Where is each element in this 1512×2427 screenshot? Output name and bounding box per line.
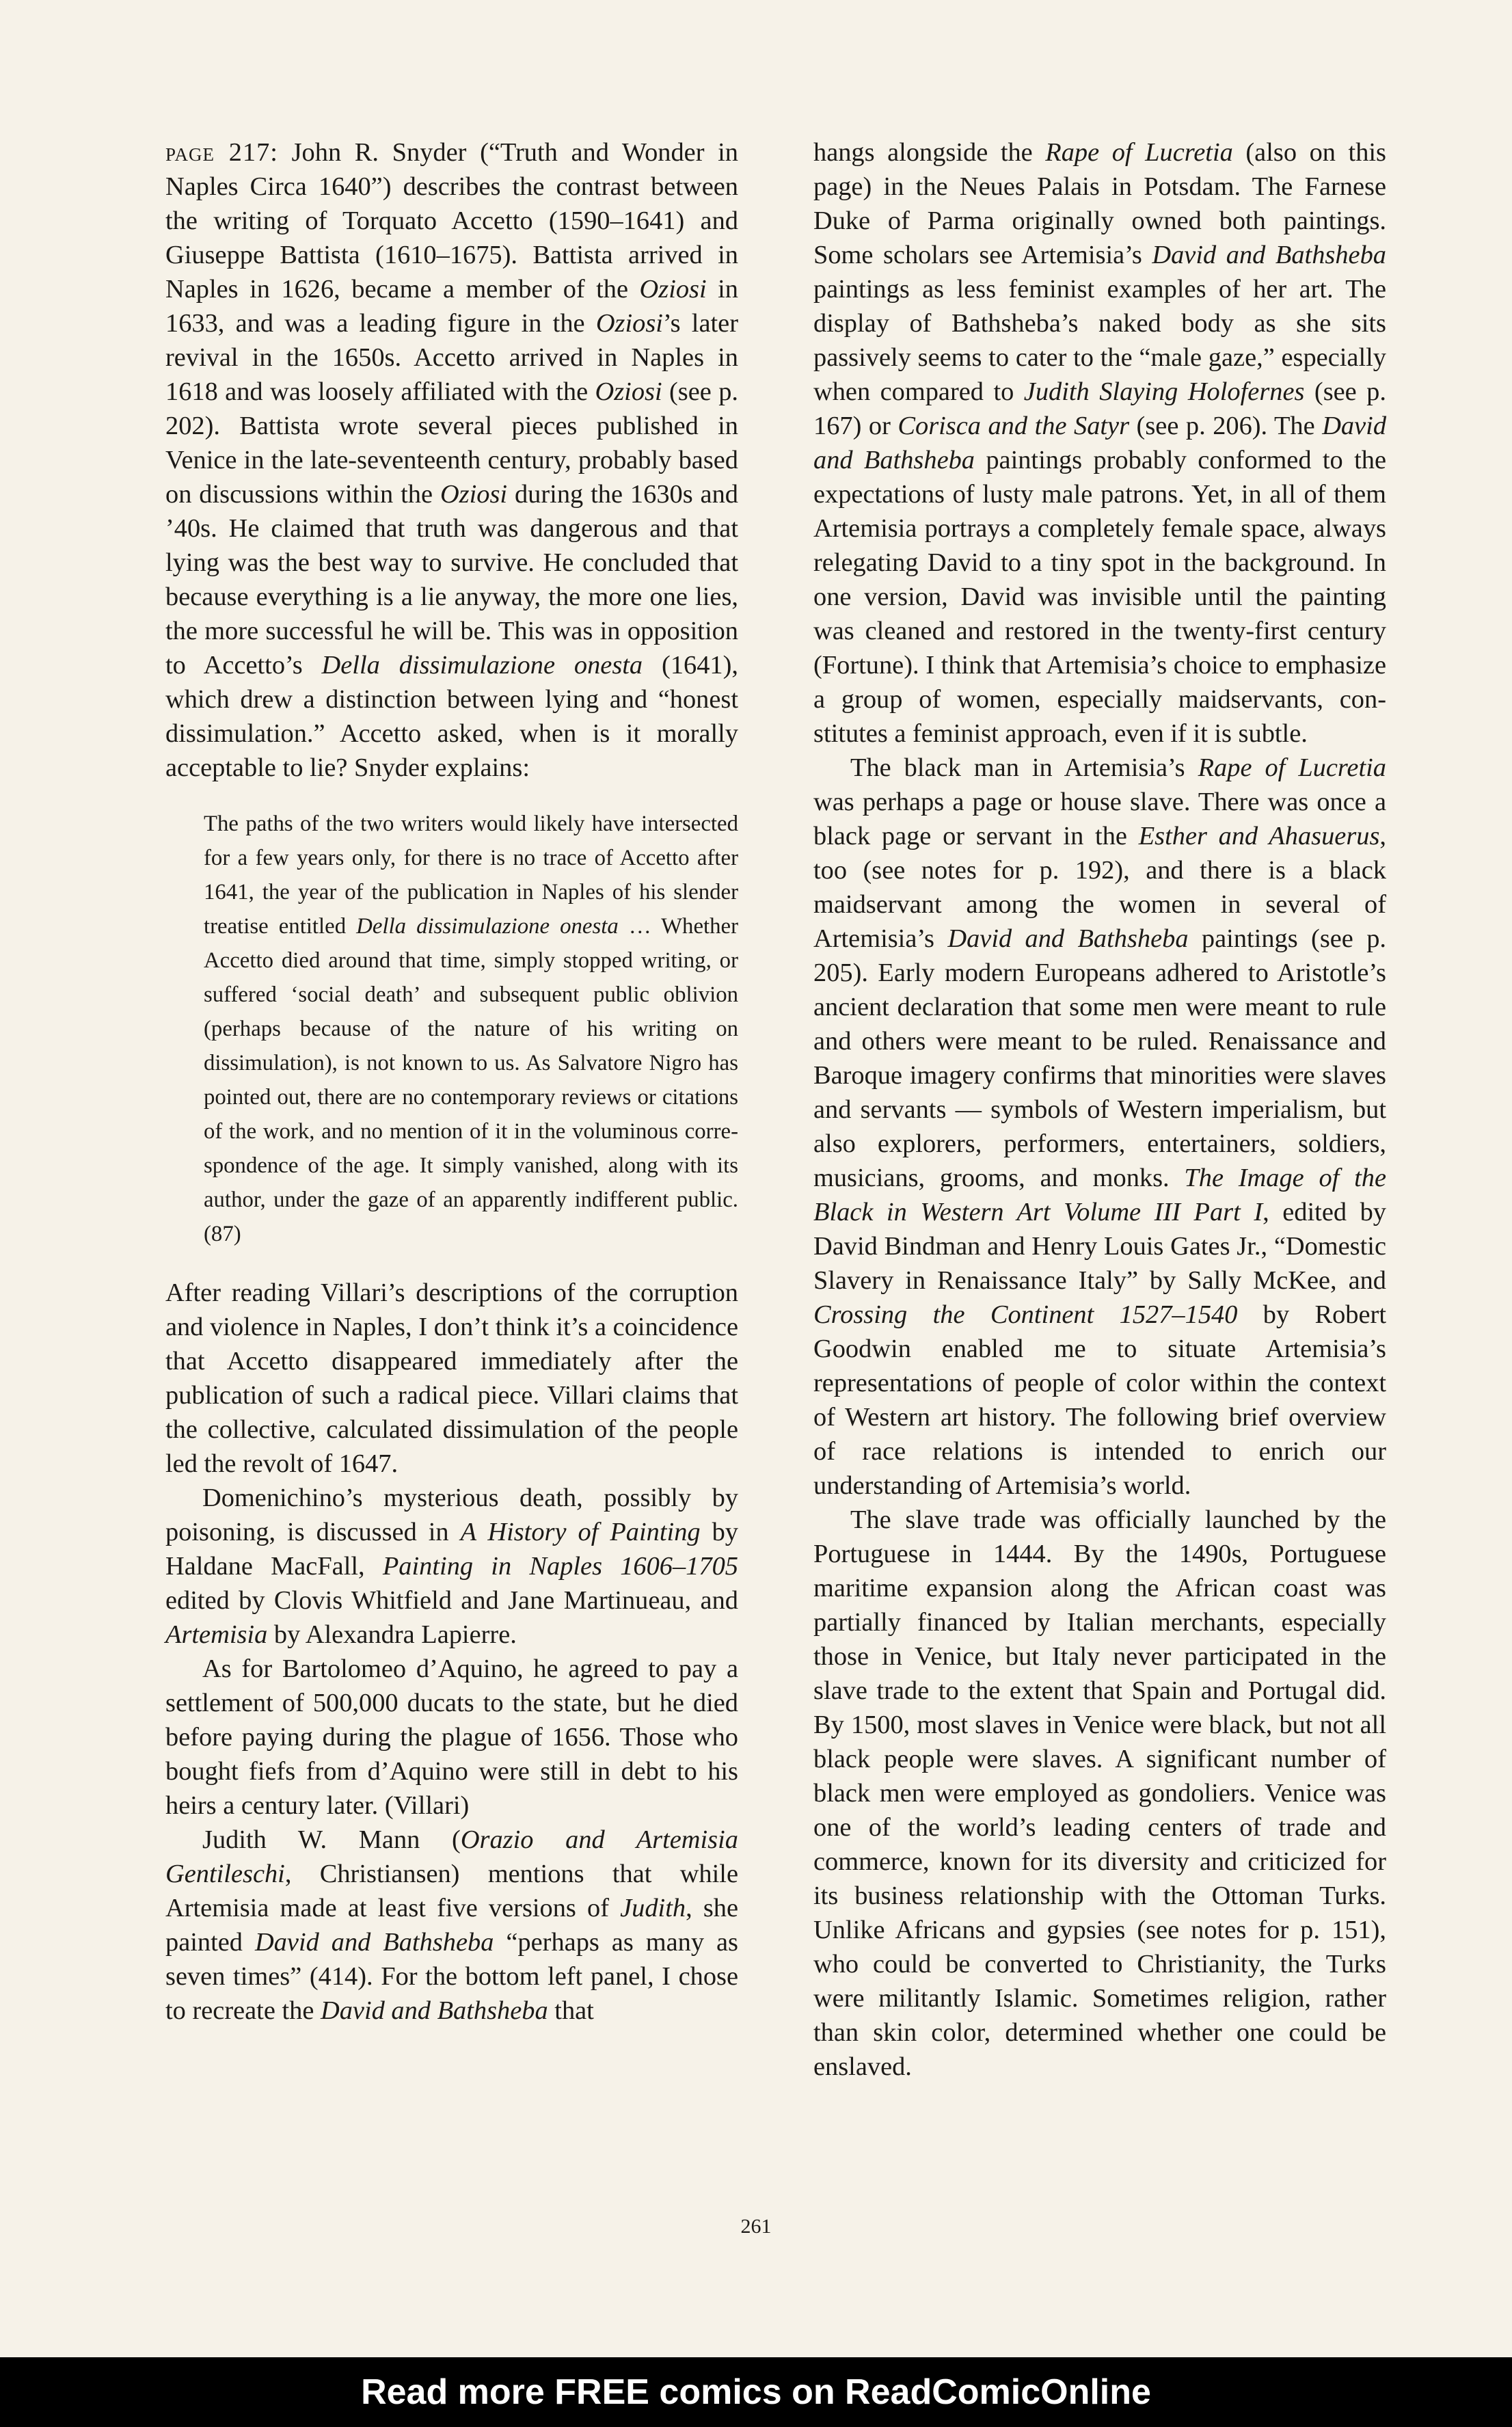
paragraph: As for Bartolomeo d’Aquino, he agreed to pay a settlement of 500,000 ducats to the state, but he died before paying during the plague of 1656. Those who bought fiefs from d’Aquino were still in debt to his heirs a century later. (Villari) (165, 1654, 738, 1820)
text: , too (see notes for p. 192), and there is a black maidservant among the women in several of Artemisia’s (813, 822, 1387, 953)
text: by Robert Goodwin enabled me to situate Artemisia’s representations of people of color within the context of Western art history. The following brief overview of race relations is intended to enrich our understanding of Artemisia’s world. (813, 1300, 1386, 1500)
italic-text: Judith Slaying Holofernes (1023, 377, 1305, 406)
paragraph (813, 751, 1386, 1503)
text: , Christiansen) mentions that while Artemisia made at least five versions of (165, 1860, 738, 1922)
promo-banner[interactable]: Read more FREE comics on ReadComicOnline (0, 2357, 1512, 2427)
text: (also on this page) in the Neues Palais in Potsdam. The Farnese Duke of Parma originally owned both paintings. Some scholars see Artemisia’s (813, 138, 1386, 269)
quote-paragraph (204, 807, 738, 1251)
italic-text: Judith (620, 1894, 686, 1922)
italic-text: David and Bathsheba (947, 924, 1189, 953)
text: paintings probably conformed to the expectations of lusty male patrons. Yet, in all of them Artemisia portrays a completely female space, always relegating David to a tiny spot in the background. In one version, David was invisible until the painting was cleaned and restored in the twenty-first century (Fortune). I think that Artemisia’s choice to emphasize a group of women, especially maidservants, constitutes a feminist approach, even if it is subtle. (813, 446, 1386, 748)
italic-text: The Image of the Black in Western Art Volume III Part I (813, 1164, 1386, 1226)
paragraph: After reading Villari’s descriptions of the corruption and violence in Naples, I don’t think it’s a coincidence that Accetto disappeared immediately after the publication of such a radical piece. Villari claims that the collective, calculated dissimulation of the people led the revolt of 1647. (165, 1278, 738, 1478)
block-quote (204, 807, 738, 1251)
text: (see p. 206). The (1129, 412, 1323, 440)
italic-text: Corisca and the Satyr (897, 412, 1130, 440)
italic-text: Artemisia (165, 1620, 268, 1649)
text: … Whether Accetto died around that time, simply stopped writing, or suffered ‘social death’ and subsequent public oblivion (perhaps because of the nature of his writing on dissimulation), is not known to us. As Salvatore Nigro has pointed out, there are no contemporary reviews or citations of the work, and no mention of it in the voluminous correspondence of the age. It simply vanished, along with its author, under the gaze of an apparently indifferent public. (87) (204, 914, 738, 1246)
text: John R. Snyder (“Truth and Wonder in Naples Circa 1640”) describes the contrast between the writing of Torquato Accetto (1590–1641) and Giuseppe Battista (1610–1675). Battista arrived in Naples in 1626, became a member of the (165, 138, 738, 304)
text: in 1633, and was a leading figure in the (165, 275, 739, 338)
page-number: 261 (740, 2215, 772, 2238)
italic-text: David and Bathsheba (254, 1928, 494, 1957)
italic-text: Oziosi (440, 480, 508, 509)
text: ’s later revival in the 1650s. Accetto arrived in Naples in 1618 and was loosely affiliated with the (165, 309, 738, 406)
text: during the 1630s and ’40s. He claimed that truth was dangerous and that lying was the best way to survive. He concluded that because everything is a lie anyway, the more one lies, the more successful he will be. This was in opposition to Accetto’s (165, 480, 738, 680)
text: , she painted (165, 1894, 738, 1957)
text: (see p. 202). Battista wrote several pieces published in Venice in the late-seventeenth century, probably based on discussions within the (165, 377, 738, 509)
italic-text: Oziosi (639, 275, 707, 304)
text: , edited by David Bindman and Henry Louis Gates Jr., “Domestic Slavery in Renaissance Italy” by Sally McKee, and (813, 1198, 1386, 1295)
left-column (165, 135, 738, 2028)
text: that (548, 1996, 594, 2025)
text: edited by Clovis Whitfield and Jane Martinueau, and (165, 1586, 738, 1615)
text: paintings as less feminist examples of her art. The display of Bathsheba’s naked body as she sits passively seems to cater to the “male gaze,” especially when compared to (813, 275, 1386, 406)
text: The paths of the two writers would likely have intersected for a few years only, for there is no trace of Accetto after 1641, the year of the publication in Naples of his slender treatise entitled (204, 812, 738, 939)
italic-text: Rape of Lucretia (1045, 138, 1233, 167)
text: by Alexandra Lapierre. (267, 1620, 517, 1649)
italic-text: Della dissimulazione onesta (321, 651, 643, 680)
text: hangs alongside the (813, 138, 1046, 167)
italic-text: Della dissimulazione onesta (356, 914, 619, 939)
paragraph (813, 135, 1386, 751)
page-reference-label: page 217: (165, 138, 278, 167)
italic-text: Orazio and Artemisia Gentileschi (165, 1825, 738, 1888)
text: Judith W. Mann ( (202, 1825, 461, 1854)
paragraph (165, 1823, 738, 2028)
text: by Haldane MacFall, (165, 1518, 738, 1581)
italic-text: Esther and Ahasuerus (1138, 822, 1380, 850)
text: paintings (see p. 205). Early modern Europeans adhered to Aristotle’s ancient declaration that some men were meant to rule and others were meant to be ruled. Renaissance and Baroque imagery confirms that minorities were slaves and servants — symbols of Western imperialism, but also explorers, performers, entertainers, soldiers, musicians, grooms, and monks. (813, 924, 1386, 1192)
italic-text: Painting in Naples 1606–1705 (382, 1552, 738, 1581)
text: The black man in Artemisia’s (850, 753, 1198, 782)
right-column (813, 135, 1386, 2084)
paragraph (165, 135, 738, 785)
text: (see p. 167) or (813, 377, 1386, 440)
italic-text: Oziosi (595, 309, 663, 338)
paragraph: The slave trade was officially launched by the Portuguese in 1444. By the 1490s, Portuguese maritime expansion along the African coast was partially financed by Italian merchants, especially those in Venice, but Italy never participated in the slave trade to the extent that Spain and Portugal did. By 1500, most slaves in Venice were black, but not all black people were slaves. A significant number of black men were employed as gondoliers. Venice was one of the world’s leading centers of trade and commerce, known for its diversity and criticized for its business relationship with the Ottoman Turks. Unlike Africans and gypsies (see notes for p. 151), who could be converted to Christianity, the Turks were militantly Islamic. Sometimes religion, rather than skin color, determined whether one could be enslaved. (813, 1505, 1386, 2081)
text: was perhaps a page or house slave. There was once a black page or servant in the (813, 788, 1386, 850)
italic-text: David and Bathsheba (321, 1996, 548, 2025)
italic-text: David and Bathsheba (813, 412, 1387, 474)
italic-text: Oziosi (595, 377, 662, 406)
italic-text: Rape of Lucretia (1198, 753, 1386, 782)
text: Domenichino’s mysterious death, possibly by poisoning, is discussed in (165, 1484, 738, 1546)
text: (1641), which drew a distinction between lying and “honest dissimulation.” Accetto asked, when is it morally acceptable to lie? Snyder explains: (165, 651, 738, 782)
paragraph (165, 1481, 738, 1652)
italic-text: David and Bathsheba (1152, 241, 1386, 269)
italic-text: Crossing the Continent 1527–1540 (813, 1300, 1238, 1329)
italic-text: A History of Painting (460, 1518, 701, 1546)
text: “perhaps as many as seven times” (414). For the bottom left panel, I chose to recreate the (165, 1928, 738, 2025)
